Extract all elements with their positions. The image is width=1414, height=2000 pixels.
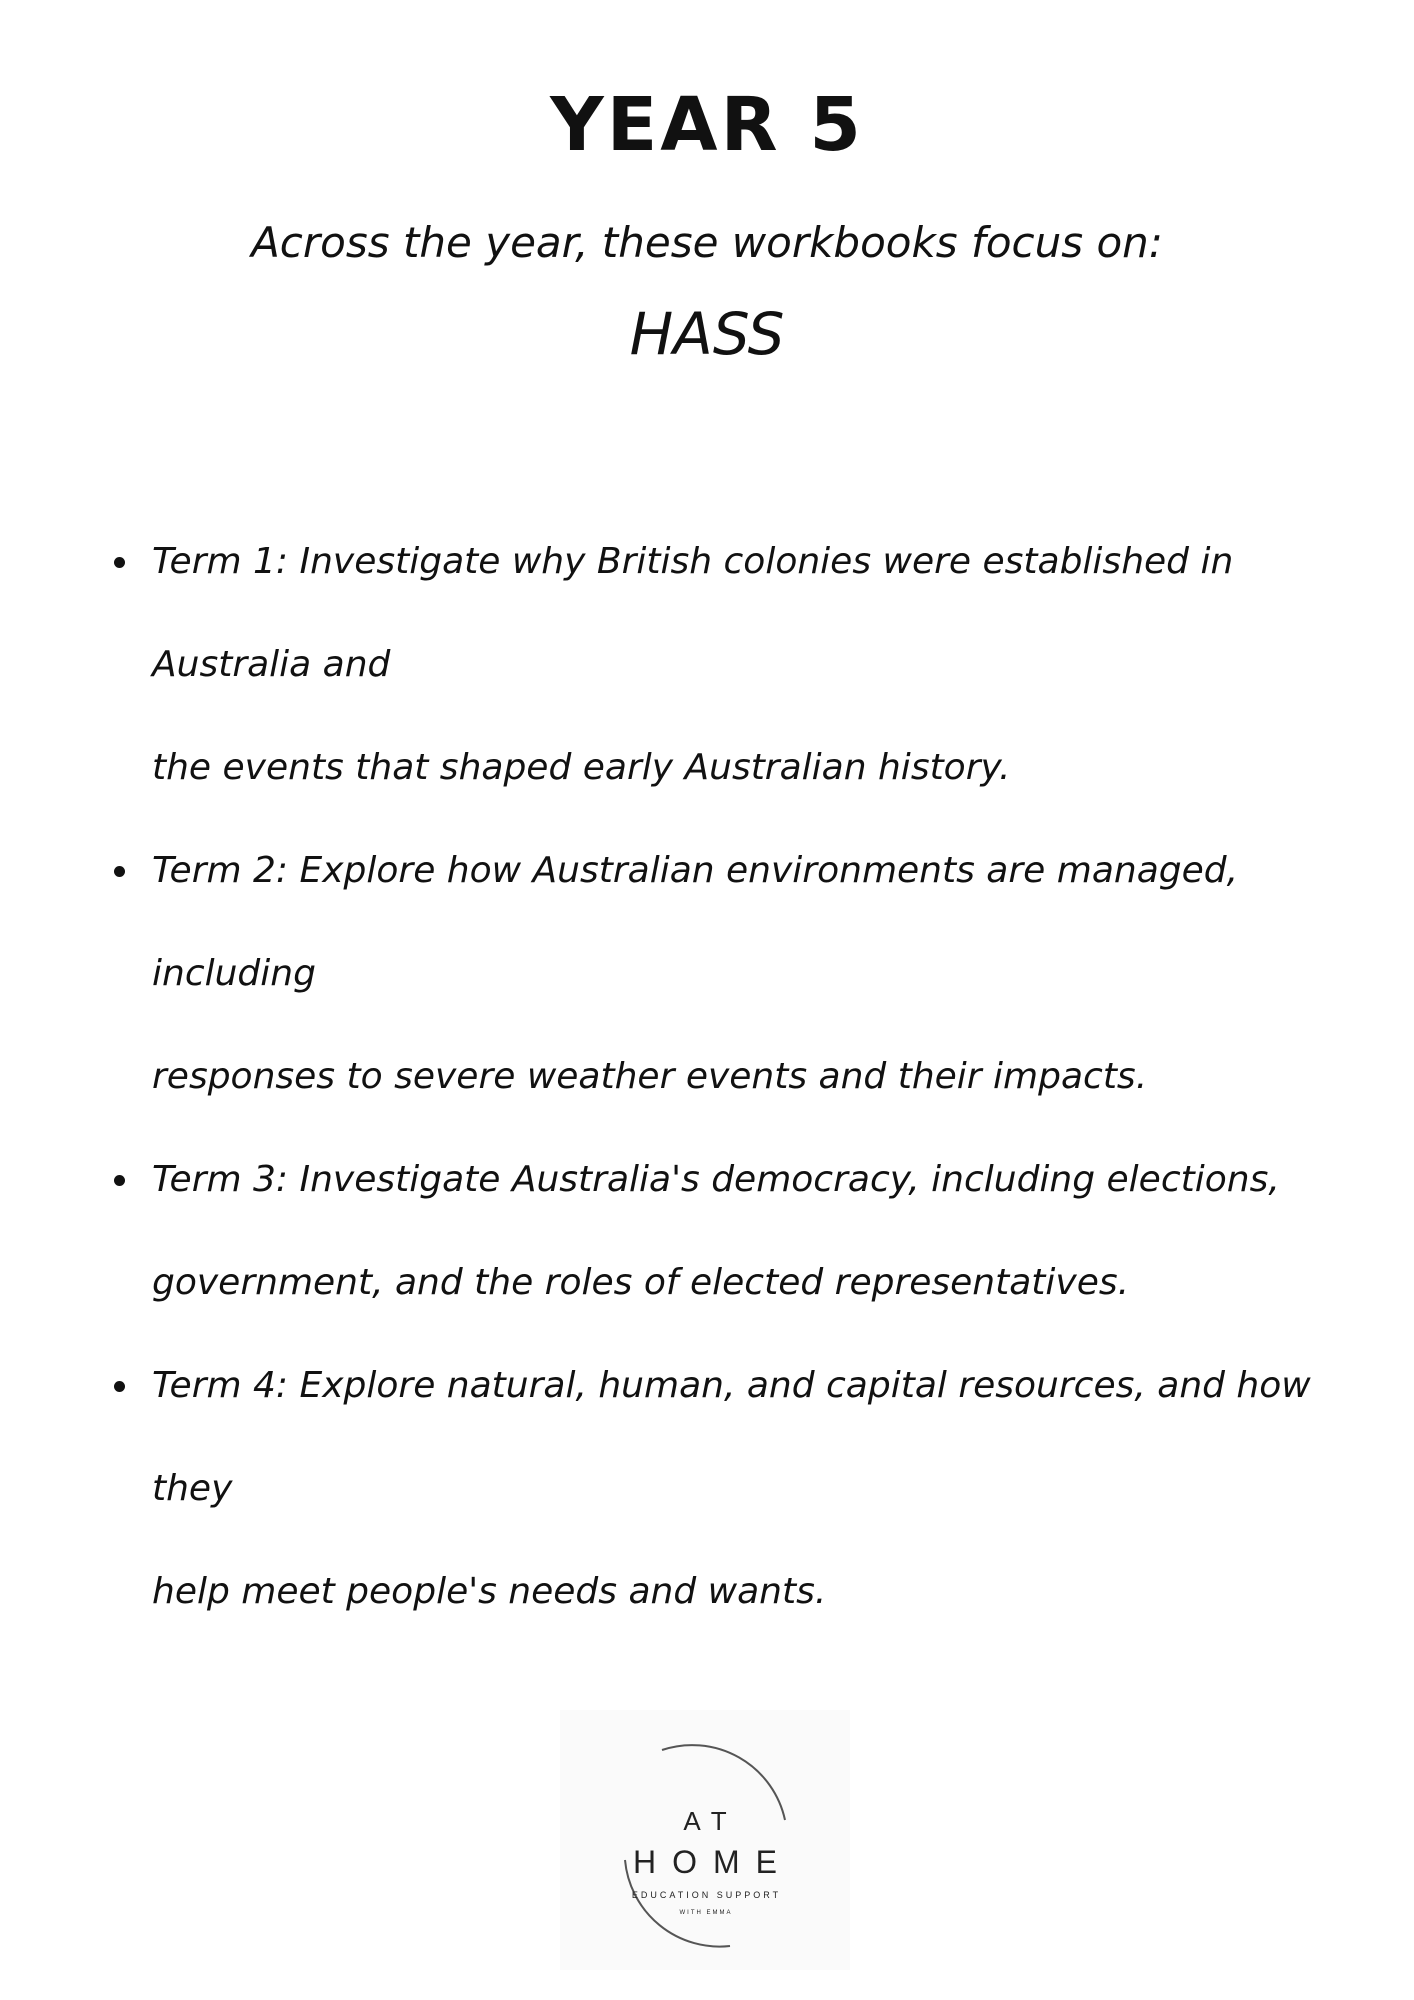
term-4-item [152,1334,1362,1643]
term-2-item [152,819,1362,1128]
term-3-item [152,1128,1362,1334]
logo-text-with-emma: WITH EMMA [679,1910,733,1916]
term-3-line-1: Term 3: Investigate Australia's democracy, including elections, [152,1159,1280,1200]
logo-text-home: HOME [633,1844,793,1880]
term-2-line-1: Term 2: Explore how Australian environments are managed, including [152,850,1239,994]
page-title: YEAR 5 [550,82,864,168]
page-subtitle: Across the year, these workbooks focus on: [251,218,1163,267]
term-1-item [152,510,1362,819]
bullet-icon [114,1175,125,1186]
term-1-line-1: Term 1: Investigate why British colonies were established in Australia and [152,541,1234,685]
logo-text-at: AT [683,1806,739,1836]
bullet-icon [114,557,125,568]
bullet-icon [114,1381,125,1392]
term-4-line-1: Term 4: Explore natural, human, and capital resources, and how they [152,1365,1311,1509]
logo-text-education-support: EDUCATION SUPPORT [631,1890,782,1900]
term-2-line-2: responses to severe weather events and their impacts. [152,1056,1148,1097]
brand-logo [560,1710,850,1970]
term-4-line-2: help meet people's needs and wants. [152,1571,827,1612]
term-1-line-2: the events that shaped early Australian history. [152,747,1011,788]
term-3-line-2: government, and the roles of elected representatives. [152,1262,1130,1303]
terms-list [152,510,1362,1643]
logo-circle-icon [560,1710,850,1970]
bullet-icon [114,866,125,877]
subject-heading: HASS [629,300,785,368]
